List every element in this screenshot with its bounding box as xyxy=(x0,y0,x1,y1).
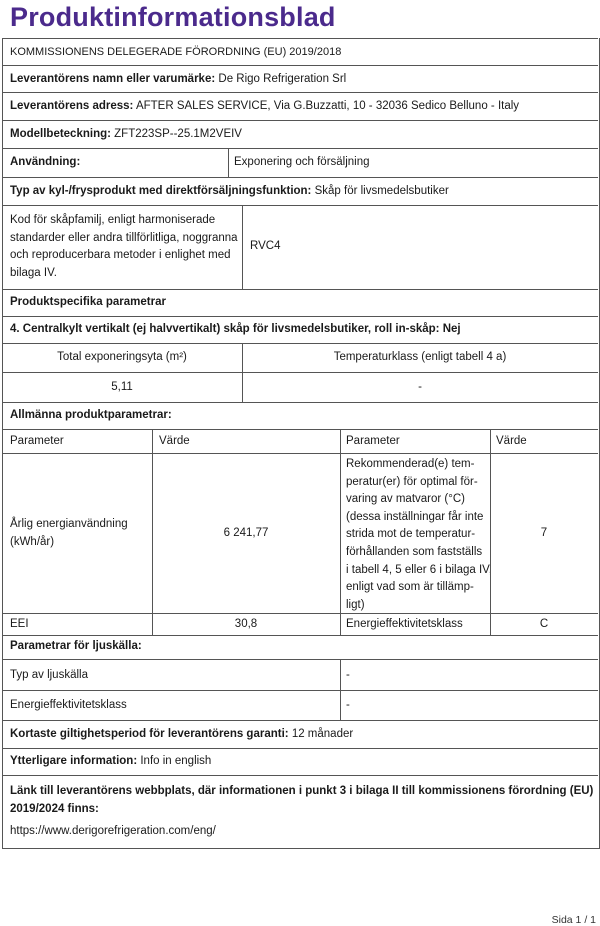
product-params-heading: Produktspecifika parametrar xyxy=(10,296,166,308)
header-value-1: Värde xyxy=(159,435,190,447)
more-info-row xyxy=(2,748,598,775)
usage-label: Användning: xyxy=(10,156,81,168)
general-params-heading: Allmänna produktparametrar: xyxy=(10,409,172,421)
page-title: Produktinformationsblad xyxy=(10,2,336,32)
type-label: Typ av kyl-/frysprodukt med direktförsäljningsfunktion: xyxy=(10,185,312,197)
supplier-value: De Rigo Refrigeration Srl xyxy=(218,73,347,85)
warranty-row xyxy=(2,720,598,748)
header-value-2: Värde xyxy=(496,435,527,447)
link-row xyxy=(2,775,598,848)
type-row xyxy=(2,177,598,205)
params-table-row-energy xyxy=(2,453,598,613)
model-row xyxy=(2,120,598,148)
light-type-row xyxy=(2,659,598,690)
efficiency-class-value: C xyxy=(539,618,549,630)
family-row xyxy=(2,205,598,289)
regulation-text: KOMMISSIONENS DELEGERADE FÖRORDNING (EU) 2019/2018 xyxy=(10,46,342,58)
light-efficiency-value: - xyxy=(346,699,350,711)
more-info-label: Ytterligare information: xyxy=(10,755,138,767)
usage-row xyxy=(2,148,598,177)
address-label: Leverantörens adress: xyxy=(10,100,134,112)
address-row xyxy=(2,92,598,120)
header-parameter-2: Parameter xyxy=(346,435,400,447)
energy-label: Årlig energianvändning (kWh/år) xyxy=(10,518,128,548)
temperature-label: Rekommenderad(e) tem- peratur(er) för optimal för- varing av matvaror (°C) (dessa inställningar får inte strida mot de temperatur- förhållanden som fastställs i tabell 4, 5 eller 6 i bilaga IV, enligt vad som är tillämp- ligt) xyxy=(346,458,492,611)
link-label: Länk till leverantörens webbplats, där informationen i punkt 3 i bilaga II till kommissionens förordning (EU) 2019/2024 finns: xyxy=(10,785,594,815)
light-params-heading: Parametrar för ljuskälla: xyxy=(10,640,142,652)
temperature-class-label: Temperaturklass (enligt tabell 4 a) xyxy=(333,351,507,363)
light-type-value: - xyxy=(346,669,350,681)
light-params-row xyxy=(2,635,598,659)
model-label: Modellbeteckning: xyxy=(10,128,111,140)
efficiency-class-label: Energieffektivitetsklass xyxy=(346,618,463,630)
usage-value: Exponering och försäljning xyxy=(234,156,370,168)
more-info-value: Info in english xyxy=(140,755,212,767)
product-params-row xyxy=(2,289,598,316)
supplier-website-link[interactable]: https://www.derigorefrigeration.com/eng/ xyxy=(10,825,216,837)
temperature-value: 7 xyxy=(540,527,548,539)
regulation-row xyxy=(2,38,598,65)
light-efficiency-label: Energieffektivitetsklass xyxy=(10,699,127,711)
exposure-value-row xyxy=(2,372,598,402)
address-value: AFTER SALES SERVICE, Via G.Buzzatti, 10 - 32036 Sedico Belluno - Italy xyxy=(135,100,520,112)
category-text: 4. Centralkylt vertikalt (ej halvvertikalt) skåp för livsmedelsbutiker, roll in-skåp: Nej xyxy=(10,323,461,335)
warranty-label: Kortaste giltighetsperiod för leverantörens garanti: xyxy=(10,728,289,740)
temperature-class-value: - xyxy=(418,381,422,393)
light-efficiency-row xyxy=(2,690,598,720)
energy-value: 6 241,77 xyxy=(223,527,269,539)
supplier-row xyxy=(2,65,598,92)
exposure-header-row xyxy=(2,343,598,372)
header-parameter-1: Parameter xyxy=(10,435,64,447)
warranty-value: 12 månader xyxy=(291,728,354,740)
supplier-label: Leverantörens namn eller varumärke: xyxy=(10,73,216,85)
family-value: RVC4 xyxy=(250,240,281,252)
model-value: ZFT223SP--25.1M2VEIV xyxy=(114,128,242,140)
type-value: Skåp för livsmedelsbutiker xyxy=(314,185,449,197)
general-params-row xyxy=(2,402,598,429)
eei-label: EEI xyxy=(10,618,29,630)
exposure-area-label: Total exponeringsyta (m²) xyxy=(57,351,187,363)
category-row xyxy=(2,316,598,343)
exposure-area-value: 5,11 xyxy=(111,381,133,393)
page-number: Sida 1 / 1 xyxy=(551,914,596,926)
params-table-header xyxy=(2,429,598,453)
light-type-label: Typ av ljuskälla xyxy=(10,669,88,681)
eei-value: 30,8 xyxy=(234,618,258,630)
params-table-row-eei xyxy=(2,613,598,635)
family-label: Kod för skåpfamilj, enligt harmoniserade standarder eller andra tillförlitliga, noggranna och reproducerbara metoder i enlighet med bilaga IV. xyxy=(10,214,238,279)
